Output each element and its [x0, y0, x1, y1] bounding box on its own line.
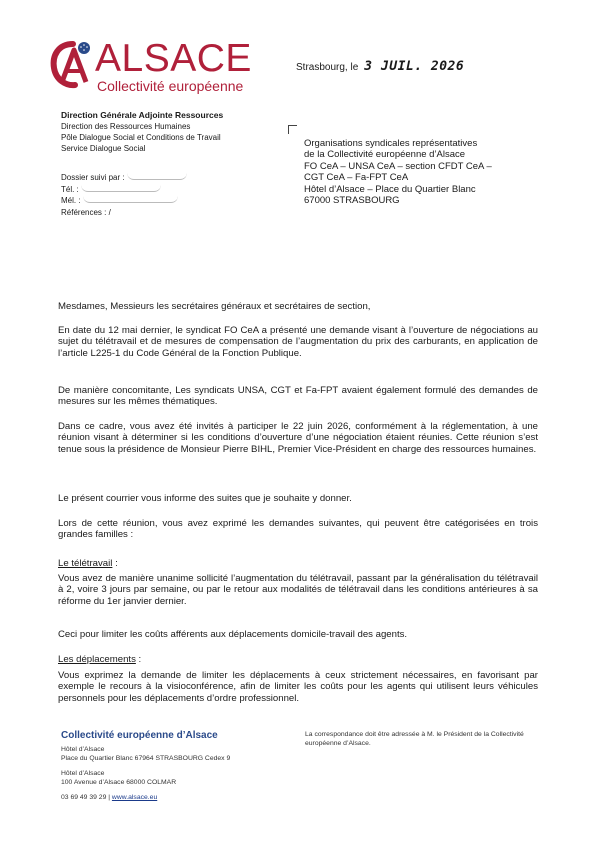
footer-line: 100 Avenue d’Alsace 68000 COLMAR [61, 779, 177, 786]
recipient-block [304, 138, 549, 206]
logo-name: ALSACE [95, 37, 252, 80]
paragraph: Dans ce cadre, vous avez été invités à participer le 22 juin 2026, conformément à la réglementation, à une réunion visant à déterminer si les conditions d’ouverture d’une négociation étaient réunies. Cette réunion s’est tenue sous la présidence de Monsieur Pierre BIHL, Premier Vice-Président en charge des ressources humaines. [58, 420, 538, 455]
date-place: Strasbourg, le [296, 62, 359, 73]
address-corner-mark [288, 125, 297, 134]
footer-separator: | [108, 794, 111, 801]
recipient-line: Organisations syndicales représentatives [304, 138, 478, 149]
tel-label: Tél. : [61, 184, 79, 194]
redacted-mark [127, 173, 187, 180]
footer-phone: 03 69 49 39 29 [61, 794, 107, 801]
logo-wordmark [95, 37, 252, 94]
heading-text: Les déplacements [58, 653, 136, 665]
paragraph: Vous exprimez la demande de limiter les déplacements à ceux strictement nécessaires, en favorisant par exemple le recours à la visioconférence, afin de limiter les coûts pour les agents qui utilisent leurs véhicules personnels pour les déplacements d’ordre professionnel. [58, 669, 538, 704]
heading-colon: : [135, 653, 142, 665]
redacted-mark [83, 196, 178, 203]
references-label: Références : / [61, 207, 111, 217]
footer-website-link[interactable]: www.alsace.eu [111, 794, 158, 801]
section-heading-teletravail [58, 558, 538, 570]
sender-line: Service Dialogue Social [61, 144, 146, 153]
footer-contact [61, 793, 230, 802]
reference-fields [61, 172, 187, 218]
footer-line: Hôtel d’Alsace [61, 746, 105, 753]
heading-colon: : [112, 557, 118, 569]
footer-line: Hôtel d’Alsace [61, 770, 105, 777]
recipient-line: de la Collectivité européenne d’Alsace [304, 149, 466, 161]
dossier-label: Dossier suivi par : [61, 173, 125, 182]
footer-correspondence-note: La correspondance doit être adressée à M. le Président de la Collectivité européenne d’Alsace. [305, 731, 524, 747]
salutation: Mesdames, Messieurs les secrétaires généraux et secrétaires de section, [58, 300, 371, 312]
date-stamp: 3 JUIL. 2026 [364, 59, 465, 74]
paragraph: Le présent courrier vous informe des suites que je souhaite y donner. [58, 492, 352, 504]
footer-org-name: Collectivité européenne d’Alsace [61, 730, 218, 741]
redacted-mark [81, 185, 161, 192]
sender-line: Pôle Dialogue Social et Conditions de Travail [61, 133, 221, 142]
sender-line: Direction des Ressources Humaines [61, 122, 191, 131]
recipient-line: CGT CeA – Fa-FPT CeA [304, 172, 409, 184]
paragraph: Ceci pour limiter les coûts afférents aux déplacements domicile-travail des agents. [58, 628, 408, 640]
recipient-line: Hôtel d’Alsace – Place du Quartier Blanc [304, 183, 476, 195]
letter-date [296, 59, 464, 74]
paragraph: Vous avez de manière unanime sollicité l’augmentation du télétravail, passant par la généralisation du télétravail à 2, voire 3 jours par semaine, ou par le retour aux modalités de télétravail dans les conditions antérieures à sa réforme du 1er janvier dernier. [58, 572, 538, 607]
footer-address [61, 745, 230, 802]
recipient-line: 67000 STRASBOURG [304, 195, 400, 207]
paragraph: De manière concomitante, Les syndicats UNSA, CGT et Fa-FPT avaient également formulé des demandes de mesures sur les mêmes thématiques. [58, 384, 538, 408]
paragraph: Lors de cette réunion, vous avez exprimé les demandes suivantes, qui peuvent être catégorisées en trois grandes familles : [58, 517, 538, 541]
heading-text: Le télétravail [58, 557, 113, 569]
mel-label: Mél. : [61, 196, 81, 205]
recipient-line: FO CeA – UNSA CeA – section CFDT CeA – [304, 160, 492, 172]
alsace-logo-mark [48, 38, 98, 95]
sender-direction: Direction Générale Adjointe Ressources [61, 110, 224, 120]
logo-subtitle: Collectivité européenne [97, 78, 244, 94]
paragraph: En date du 12 mai dernier, le syndicat FO CeA a présenté une demande visant à l’ouverture de négociations au sujet du télétravail et de mesures de compensation de l’augmentation du prix des carburants, en application de l’article L225-1 du Code Général de la Fonction Publique. [58, 324, 538, 359]
sender-block [61, 110, 223, 154]
section-heading-deplacements [58, 654, 538, 666]
footer-line: Place du Quartier Blanc 67964 STRASBOURG Cedex 9 [61, 755, 231, 762]
